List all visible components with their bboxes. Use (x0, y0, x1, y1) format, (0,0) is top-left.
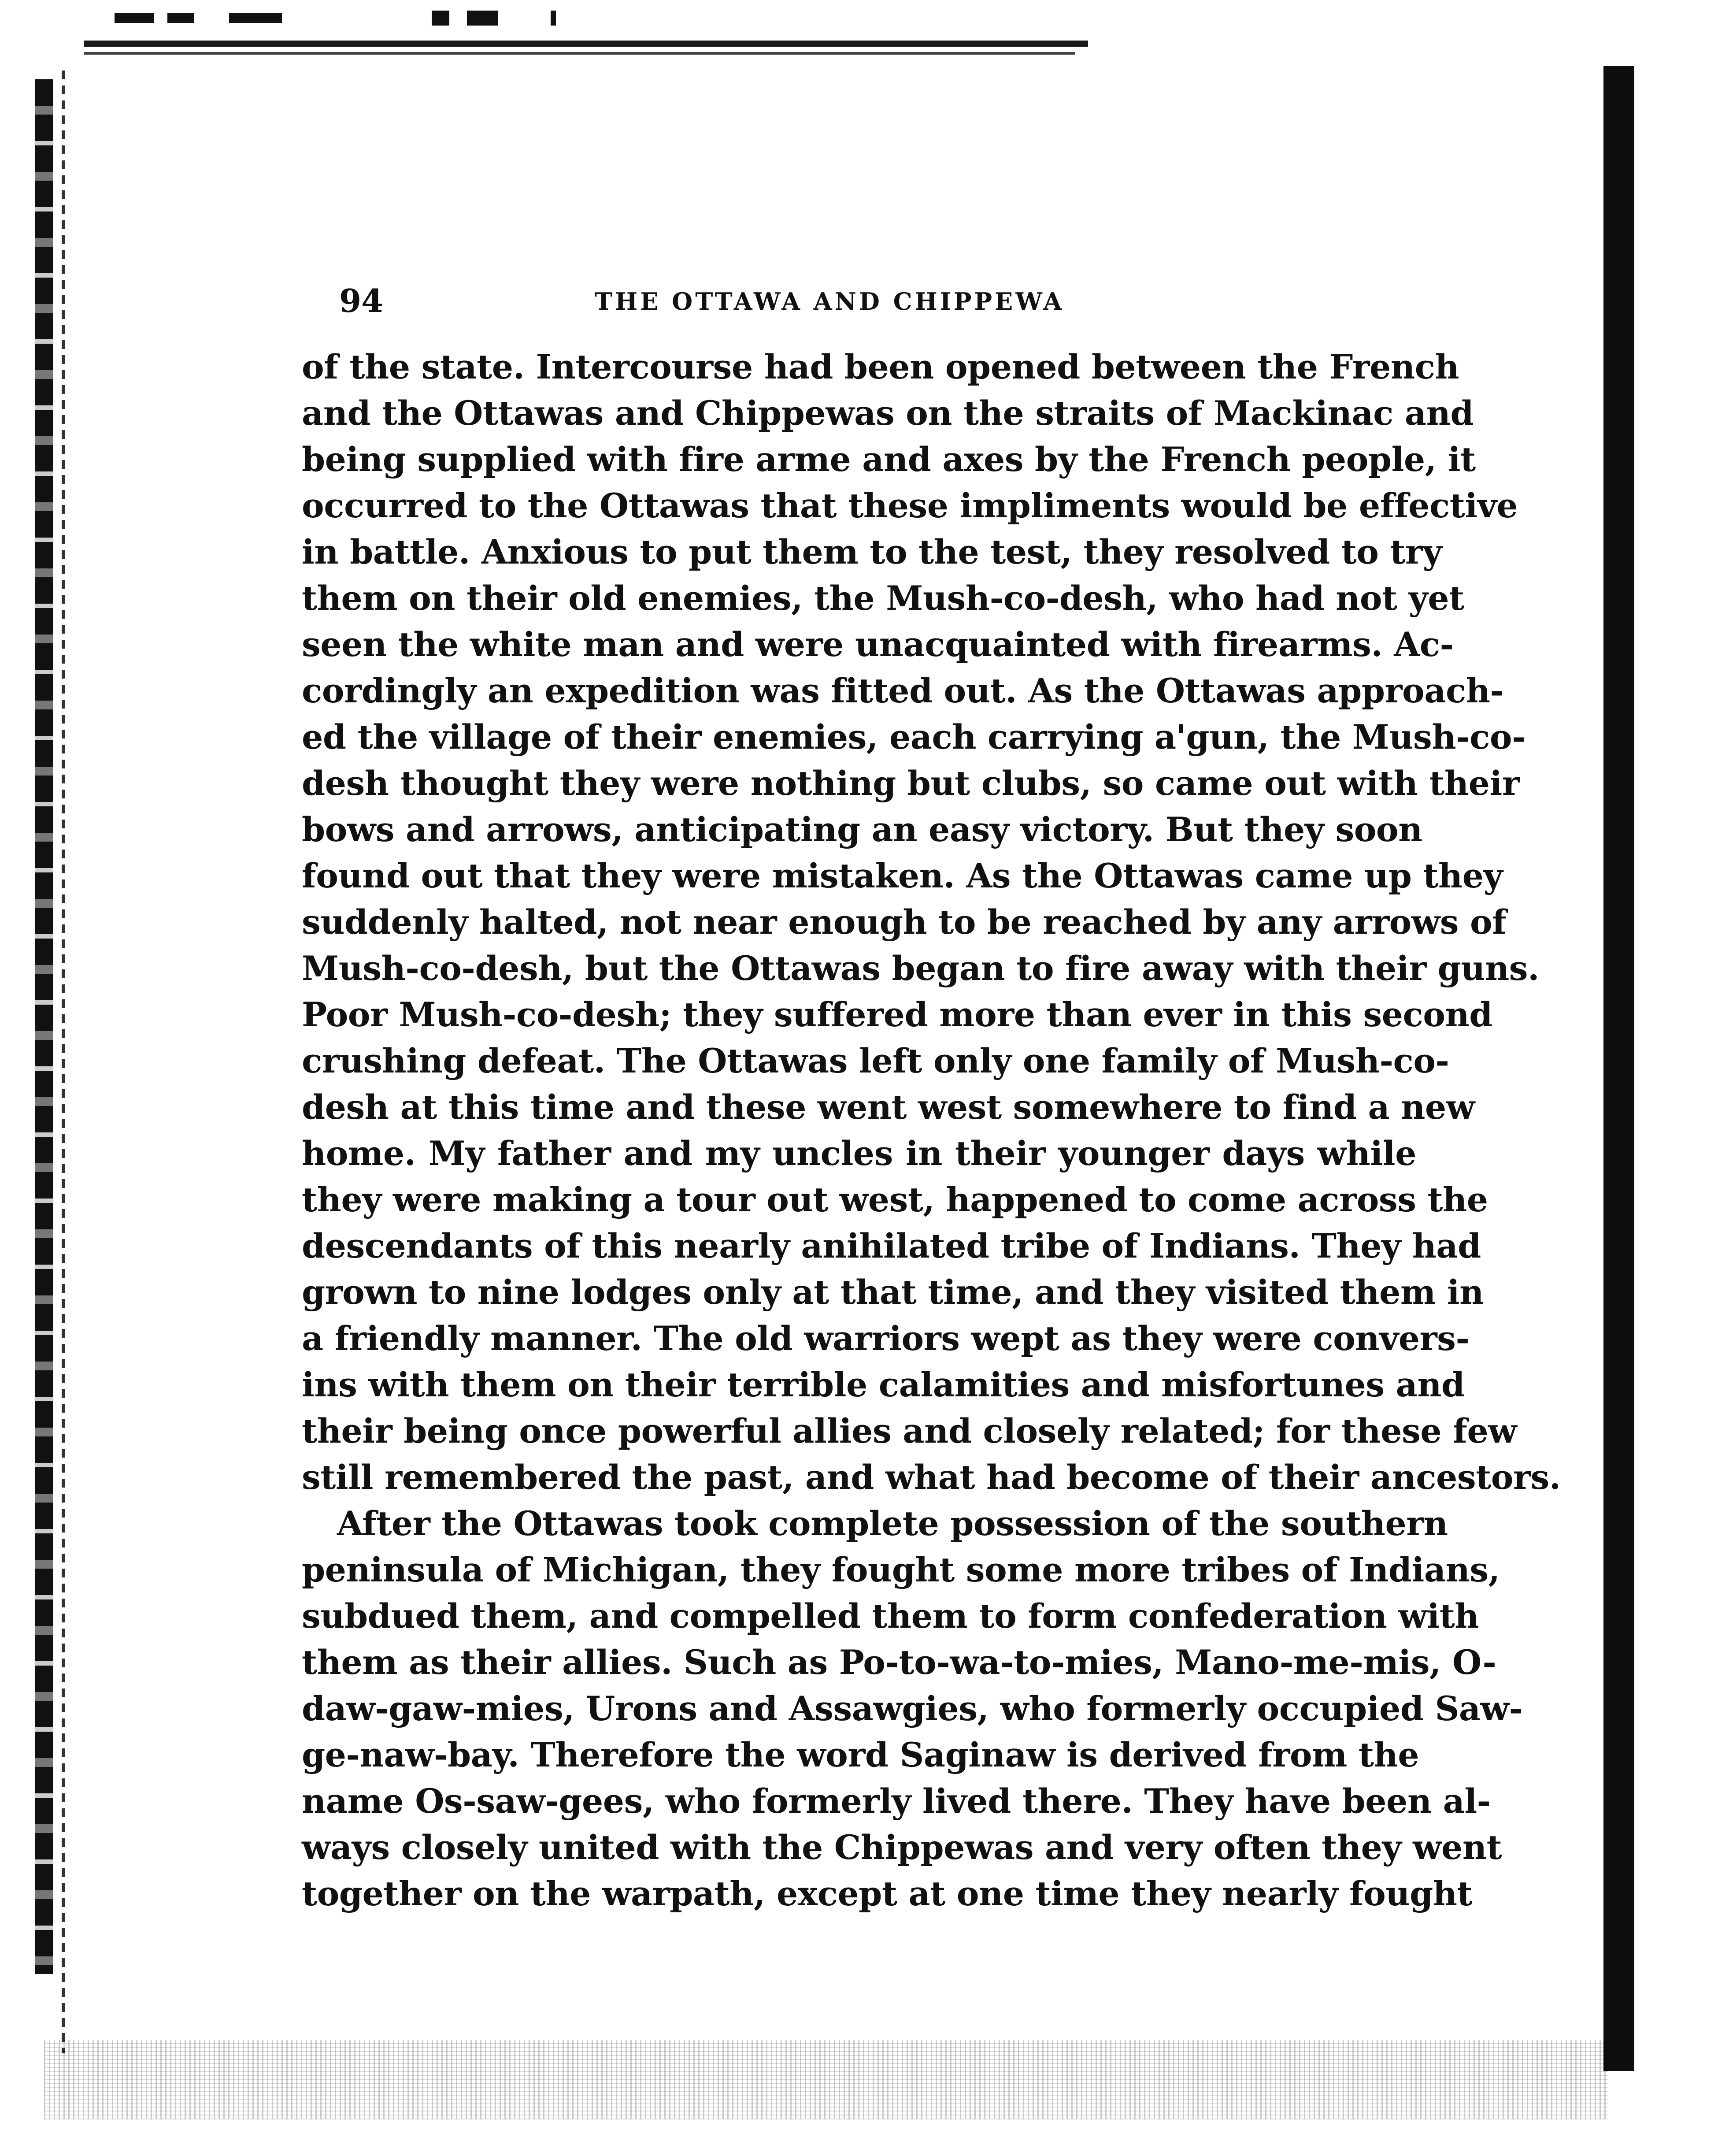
text-line: of the state. Intercourse had been opened between the French (302, 347, 1459, 386)
scan-artifact-left-edge-thin (62, 71, 65, 2053)
page-number: 94 (339, 282, 384, 319)
text-line: descendants of this nearly anihilated tribe of Indians. They had (302, 1226, 1481, 1265)
text-line: together on the warpath, except at one time they nearly fought (302, 1874, 1473, 1913)
scan-artifact-top-rule-thin (84, 52, 1075, 55)
text-line: bows and arrows, anticipating an easy victory. But they soon (302, 810, 1422, 849)
text-line: their being once powerful allies and closely related; for these few (302, 1411, 1517, 1451)
text-line: subdued them, and compelled them to form confederation with (302, 1596, 1479, 1636)
scan-artifact-left-edge (35, 79, 53, 1974)
text-line: crushing defeat. The Ottawas left only one family of Mush-co- (302, 1041, 1449, 1080)
text-line: grown to nine lodges only at that time, and they visited them in (302, 1273, 1484, 1312)
text-line: occurred to the Ottawas that these impliments would be effective (302, 486, 1518, 525)
running-head: THE OTTAWA AND CHIPPEWA (595, 287, 1065, 315)
text-line: ed the village of their enemies, each carrying a'gun, the Mush-co- (302, 717, 1526, 757)
text-line: ways closely united with the Chippewas and very often they went (302, 1828, 1502, 1867)
text-line: ins with them on their terrible calamities and misfortunes and (302, 1365, 1465, 1404)
text-line: found out that they were mistaken. As the Ottawas came up they (302, 856, 1503, 895)
scan-artifact-top-rule (84, 41, 1088, 47)
page-header (339, 282, 1423, 322)
text-line: peninsula of Michigan, they fought some more tribes of Indians, (302, 1550, 1500, 1589)
text-line: they were making a tour out west, happened to come across the (302, 1180, 1488, 1219)
text-line: suddenly halted, not near enough to be reached by any arrows of (302, 902, 1507, 942)
scan-artifact-bottom-noise (44, 2040, 1608, 2119)
text-line: and the Ottawas and Chippewas on the straits of Mackinac and (302, 393, 1474, 433)
text-line: still remembered the past, and what had become of their ancestors. (302, 1458, 1561, 1497)
text-line: name Os-saw-gees, who formerly lived there. They have been al- (302, 1781, 1491, 1821)
text-line: home. My father and my uncles in their younger days while (302, 1134, 1416, 1173)
text-line: being supplied with fire arme and axes by the French people, it (302, 440, 1476, 479)
text-line: Mush-co-desh, but the Ottawas began to fire away with their guns. (302, 949, 1540, 988)
text-line: seen the white man and were unacquainted with firearms. Ac- (302, 625, 1454, 664)
text-line: a friendly manner. The old warriors wept as they were convers- (302, 1319, 1470, 1358)
text-line: desh thought they were nothing but clubs, so came out with their (302, 764, 1520, 803)
text-line: After the Ottawas took complete possession of the southern (337, 1504, 1448, 1543)
scan-artifact-right-bar (1603, 66, 1634, 2071)
text-line: in battle. Anxious to put them to the test, they resolved to try (302, 532, 1442, 571)
scan-artifact-top-marks (115, 9, 599, 26)
text-line: ge-naw-bay. Therefore the word Saginaw is derived from the (302, 1735, 1419, 1774)
text-line: desh at this time and these went west somewhere to find a new (302, 1087, 1475, 1127)
body-text (302, 344, 1561, 1917)
text-line: Poor Mush-co-desh; they suffered more than ever in this second (302, 995, 1492, 1034)
text-line: daw-gaw-mies, Urons and Assawgies, who formerly occupied Saw- (302, 1689, 1523, 1728)
text-line: them on their old enemies, the Mush-co-desh, who had not yet (302, 579, 1464, 618)
text-line: them as their allies. Such as Po-to-wa-to-mies, Mano-me-mis, O- (302, 1643, 1496, 1682)
text-line: cordingly an expedition was fitted out. As the Ottawas approach- (302, 671, 1504, 710)
